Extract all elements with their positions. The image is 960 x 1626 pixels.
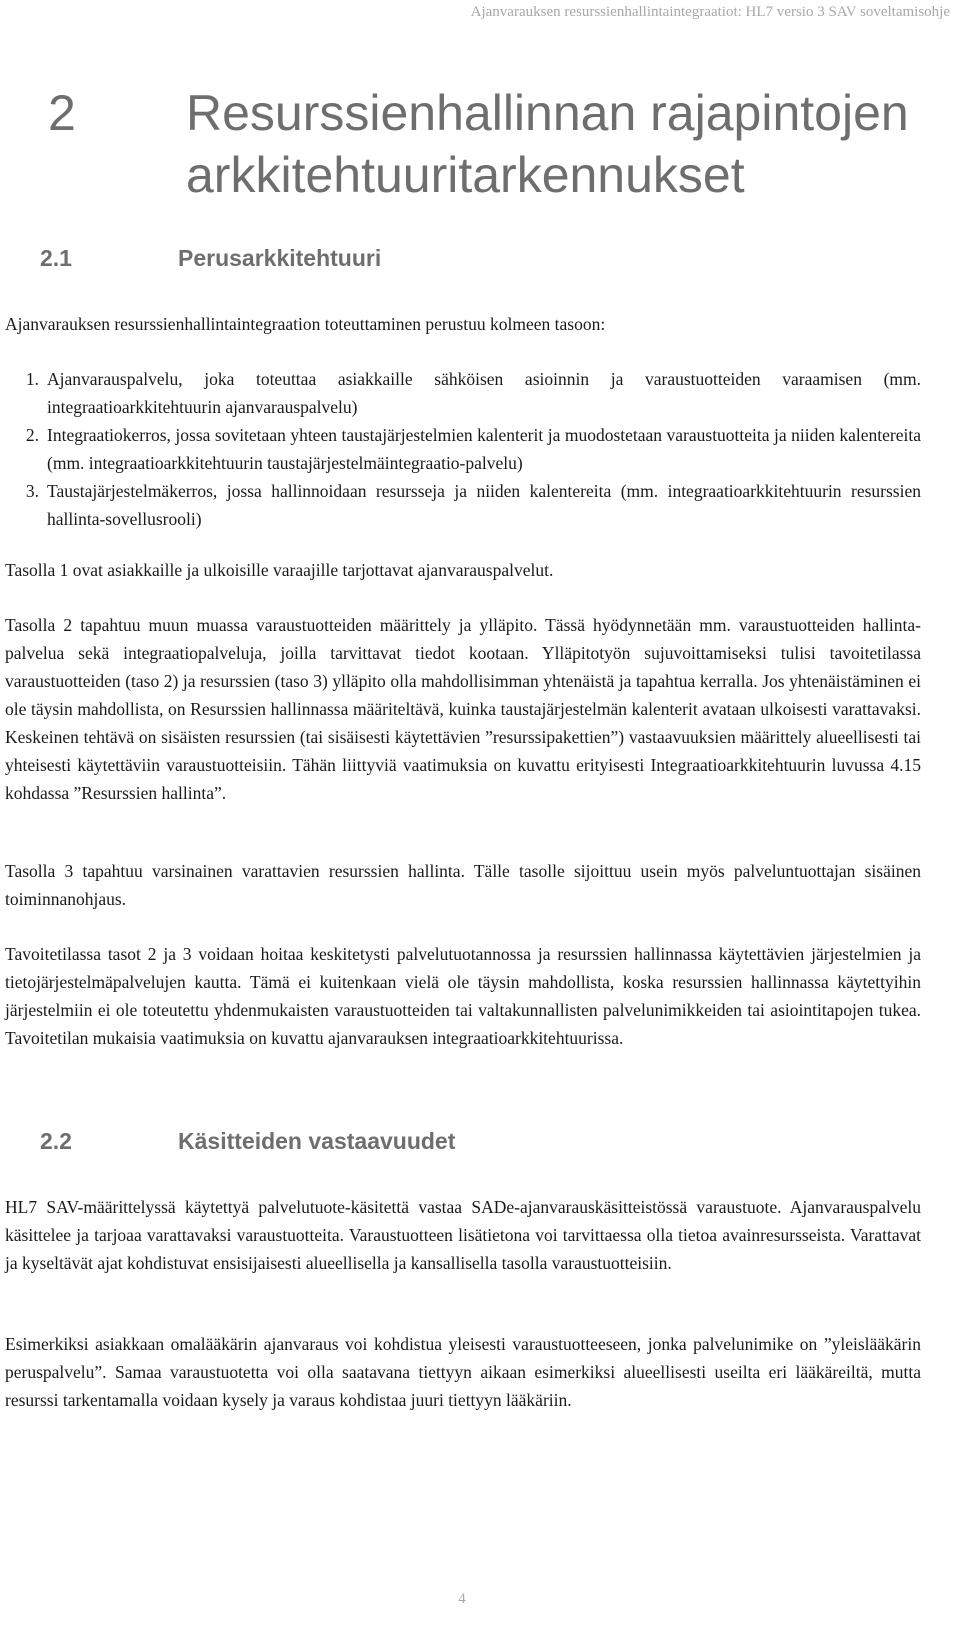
list-item-text: Integraatiokerros, jossa sovitetaan yhteen taustajärjestelmien kalenterit ja muodostetaan varaustuotteita ja niiden kalentereita (mm. integraatioarkkitehtuurin taustajärjestelmäintegraatio-palvelu) (47, 425, 921, 473)
paragraph: Tasolla 2 tapahtuu muun muassa varaustuotteiden määrittely ja ylläpito. Tässä hyödynnetään mm. varaustuotteiden hallinta-palvelua sekä integraatiopalveluja, joilla tarvittavat tiedot kootaan. Ylläpitotyön sujuvoittamiseksi tulisi tavoitetilassa varaustuotteiden (taso 2) ja resurssien (taso 3) ylläpito olla mahdollisimman yhtenäistä ja tapahtua kerralla. Jos yhtenäistäminen ei ole täysin mahdollista, on Resurssien hallinnassa määriteltävä, kuinka taustajärjestelmän kalenterit avataan ulkoisesti varattavaksi. Keskeinen tehtävä on sisäisten resurssien (tai sisäisesti käytettävien ”resurssipakettien”) vastaavuuksien määrittely alueellisesti tai yhteisesti käytettäviin varaustuotteisiin. Tähän liittyviä vaatimuksia on kuvattu erityisesti Integraatioarkkitehtuurin luvussa 4.15 kohdassa ”Resurssien hallinta”. (5, 615, 921, 803)
body-paragraph-3 (5, 857, 921, 913)
section-number: 2.1 (40, 245, 72, 271)
paragraph: Tasolla 1 ovat asiakkaille ja ulkoisille varaajille tarjottavat ajanvarauspalvelut. (5, 560, 554, 580)
numbered-list (5, 365, 921, 533)
list-marker: 2. (25, 425, 39, 445)
paragraph: HL7 SAV-määrittelyssä käytettyä palvelutuote-käsitettä vastaa SADe-ajanvarauskäsitteistössä varaustuote. Ajanvarauspalvelu käsittelee ja tarjoaa varattavaksi varaustuotteita. Varaustuotteen lisätietona voi tarvittaessa olla tietoa avainresursseista. Varattavat ja kyseltävät ajat kohdistuvat ensisijaisesti alueellisella ja kansallisella tasolla varaustuotteisiin. (5, 1197, 921, 1273)
paragraph: Esimerkiksi asiakkaan omalääkärin ajanvaraus voi kohdistua yleisesti varaustuotteeseen, jonka palvelunimike on ”yleislääkärin peruspalvelu”. Samaa varaustuotetta voi olla saatavana tiettyyn aikaan esimerkiksi alueellisesti useilta eri lääkäreiltä, mutta resurssi tarkentamalla voidaan kysely ja varaus kohdistaa juuri tiettyyn lääkäriin. (5, 1334, 921, 1410)
list-marker: 3. (25, 481, 39, 501)
body-paragraph-1 (5, 556, 921, 584)
body-paragraph-5 (5, 1193, 921, 1277)
list-item-text: Taustajärjestelmäkerros, jossa hallinnoidaan resursseja ja niiden kalentereita (mm. integraatioarkkitehtuurin resurssien hallinta-sovellusrooli) (47, 481, 921, 529)
chapter-number: 2 (48, 85, 76, 141)
chapter-title: Resurssienhallinnan rajapintojen arkkitehtuuritarkennukset (186, 85, 909, 203)
paragraph: Tasolla 3 tapahtuu varsinainen varattavien resurssien hallinta. Tälle tasolle sijoittuu usein myös palveluntuottajan sisäinen toiminnanohjaus. (5, 861, 921, 909)
section-number: 2.2 (40, 1128, 72, 1154)
body-paragraph-6 (5, 1330, 921, 1414)
list-item (5, 365, 921, 421)
section-intro (5, 310, 921, 338)
paragraph: Tavoitetilassa tasot 2 ja 3 voidaan hoitaa keskitetysti palvelutuotannossa ja resurssien hallinnassa käytettävien järjestelmien ja tietojärjestelmäpalvelujen kautta. Tämä ei kuitenkaan vielä ole täysin mahdollista, koska resurssien hallinnassa käytettyihin järjestelmiin ei ole toteutettu yhdenmukaisten varaustuotteiden tai valtakunnallisten palvelunimikkeiden tai asiointitapojen tukea. Tavoitetilan mukaisia vaatimuksia on kuvattu ajanvarauksen integraatioarkkitehtuurissa. (5, 944, 921, 1048)
list-item (5, 421, 921, 477)
section-title: Käsitteiden vastaavuudet (178, 1128, 456, 1154)
page-number: 4 (458, 1591, 466, 1607)
body-paragraph-2 (5, 611, 921, 807)
body-paragraph-4 (5, 940, 921, 1052)
section-title: Perusarkkitehtuuri (178, 245, 382, 271)
list-marker: 1. (25, 369, 39, 389)
running-header: Ajanvarauksen resurssienhallintaintegraatiot: HL7 versio 3 SAV soveltamisohje (470, 4, 950, 20)
list-item-text: Ajanvarauspalvelu, joka toteuttaa asiakkaille sähköisen asioinnin ja varaustuotteiden varaamisen (mm. integraatioarkkitehtuurin ajanvarauspalvelu) (47, 369, 921, 417)
list-item (5, 477, 921, 533)
paragraph: Ajanvarauksen resurssienhallintaintegraation toteuttaminen perustuu kolmeen tasoon: (5, 314, 606, 334)
